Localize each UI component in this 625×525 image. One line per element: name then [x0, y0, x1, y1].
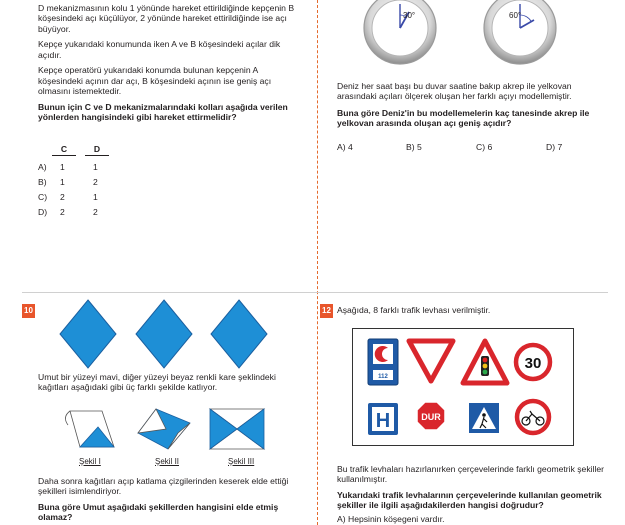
- q10-paragraph-1: Umut bir yüzeyi mavi, diğer yüzeyi beyaz renkli kare şeklindeki kağıtları aşağıdaki gibi üç farklı şekilde katlıyor.: [38, 372, 276, 393]
- q9-option-a[interactable]: [38, 162, 126, 172]
- option-d-value: 1: [93, 162, 98, 172]
- q9-paragraph-3: Kepçe operatörü yukarıdaki konumda bulunan kepçenin A köşesindeki açının dar açı, B köşesindeki açının ise geniş açı olmasını istemektedir.: [38, 65, 272, 97]
- option-c-value: 2: [60, 207, 65, 217]
- speed-limit-sign: [516, 345, 550, 379]
- no-bicycle-sign: [517, 401, 549, 433]
- q9-paragraph-2: Kepçe yukarıdaki konumunda iken A ve B köşesindeki açılar dik açıdır.: [38, 39, 281, 60]
- q12-intro: Aşağıda, 8 farklı trafik levhası verilmiştir.: [337, 305, 491, 315]
- q11-option-d[interactable]: D) 7: [546, 142, 563, 152]
- traffic-signs-panel: [352, 328, 574, 446]
- fold-label-3: Şekil III: [228, 457, 255, 466]
- speed-limit-value: 30: [524, 355, 542, 372]
- option-label: B): [38, 177, 47, 187]
- blue-square-2: [136, 300, 192, 368]
- traffic-signs: [353, 329, 573, 445]
- fold-label-2: Şekil II: [155, 457, 180, 466]
- traffic-light-warning-sign: [463, 341, 507, 383]
- option-c-value: 1: [60, 177, 65, 187]
- table-header-d: D: [93, 144, 101, 154]
- hospital-number: 112: [378, 374, 388, 380]
- q9-question: Bunun için C ve D mekanizmalarındaki kolları aşağıda verilen yönlerden hangisindeki gibi hareket ettirmelidir?: [38, 101, 288, 123]
- q9-paragraph-1: D mekanizmasının kolu 1 yönünde hareket ettirildiğinde kepçenin B köşesindeki açı küçülüyor, 2 yönünde hareket ettirildiğinde ise açı büyüyor.: [38, 3, 295, 34]
- table-underline-c: [52, 155, 76, 156]
- fold-shape-3: [210, 409, 264, 449]
- q11-paragraph: Deniz her saat başı bu duvar saatine bakıp akrep ile yelkovan arasındaki açıları ölçerek oluşan her farklı açıyı modellemiştir.: [337, 81, 572, 102]
- folded-papers: [58, 403, 273, 455]
- q9-text: [38, 3, 303, 123]
- q11-option-a[interactable]: A) 4: [337, 142, 353, 152]
- fold-shape-2: [138, 409, 190, 449]
- fold-label-1: Şekil I: [79, 457, 101, 466]
- clock-2-angle-label: 60°: [509, 11, 522, 20]
- option-label: A): [38, 162, 47, 172]
- question-number-10: 10: [22, 304, 35, 318]
- hospital-sign: [368, 339, 398, 385]
- clock-1: [360, 0, 440, 72]
- svg-text:H: H: [375, 410, 391, 432]
- q9-option-b[interactable]: [38, 177, 126, 187]
- option-c-value: 2: [60, 192, 65, 202]
- option-d-value: 2: [93, 207, 98, 217]
- hospital-h-sign: [368, 403, 398, 435]
- option-d-value: 1: [93, 192, 98, 202]
- option-c-value: 1: [60, 162, 65, 172]
- q10-question: Buna göre Umut aşağıdaki şekillerden hangisini elde etmiş olamaz?: [38, 501, 279, 523]
- q12-text: [337, 464, 607, 524]
- column-divider: [317, 0, 318, 525]
- q11-option-b[interactable]: B) 5: [406, 142, 422, 152]
- question-number-12: 12: [320, 304, 333, 318]
- q10-text: [38, 476, 300, 523]
- section-divider: [22, 292, 608, 293]
- q12-question: Yukarıdaki trafik levhalarının çerçevelerinde kullanılan geometrik şekiller ile ilgili aşağıdakilerden hangisi doğrudur?: [337, 489, 602, 511]
- q9-option-d[interactable]: [38, 207, 126, 217]
- pedestrian-crossing-sign: [469, 403, 499, 433]
- q9-option-c[interactable]: [38, 192, 126, 202]
- fold-shape-1: [65, 411, 114, 447]
- q10-paragraph-2: Daha sonra kağıtları açıp katlama çizgilerinden keserek elde ettiği şekilleri isimlendiriyor.: [38, 476, 289, 497]
- option-d-value: 2: [93, 177, 98, 187]
- table-header-c: C: [60, 144, 68, 154]
- q11-text: [337, 81, 607, 129]
- option-label: D): [38, 207, 48, 217]
- q11-question: Buna göre Deniz'in bu modellemelerin kaç tanesinde akrep ile yelkovan arasında oluşan açı geniş açıdır?: [337, 107, 590, 129]
- stop-sign-text: DUR: [421, 412, 441, 422]
- clock-1-angle-label: 30°: [403, 11, 416, 20]
- yield-sign: [409, 341, 453, 381]
- q12-option-a[interactable]: A) Hepsinin köşegeni vardır.: [337, 513, 445, 524]
- table-underline-d: [85, 155, 109, 156]
- clock-2: [480, 0, 560, 72]
- option-label: C): [38, 192, 48, 202]
- stop-sign: [417, 402, 445, 430]
- q11-option-c[interactable]: C) 6: [476, 142, 493, 152]
- blue-square-1: [60, 300, 116, 368]
- blue-square-3: [211, 300, 267, 368]
- blue-squares: [58, 298, 273, 370]
- q12-paragraph: Bu trafik levhaları hazırlanırken çerçevelerinde farklı geometrik şekiller kullanılmıştır.: [337, 464, 604, 485]
